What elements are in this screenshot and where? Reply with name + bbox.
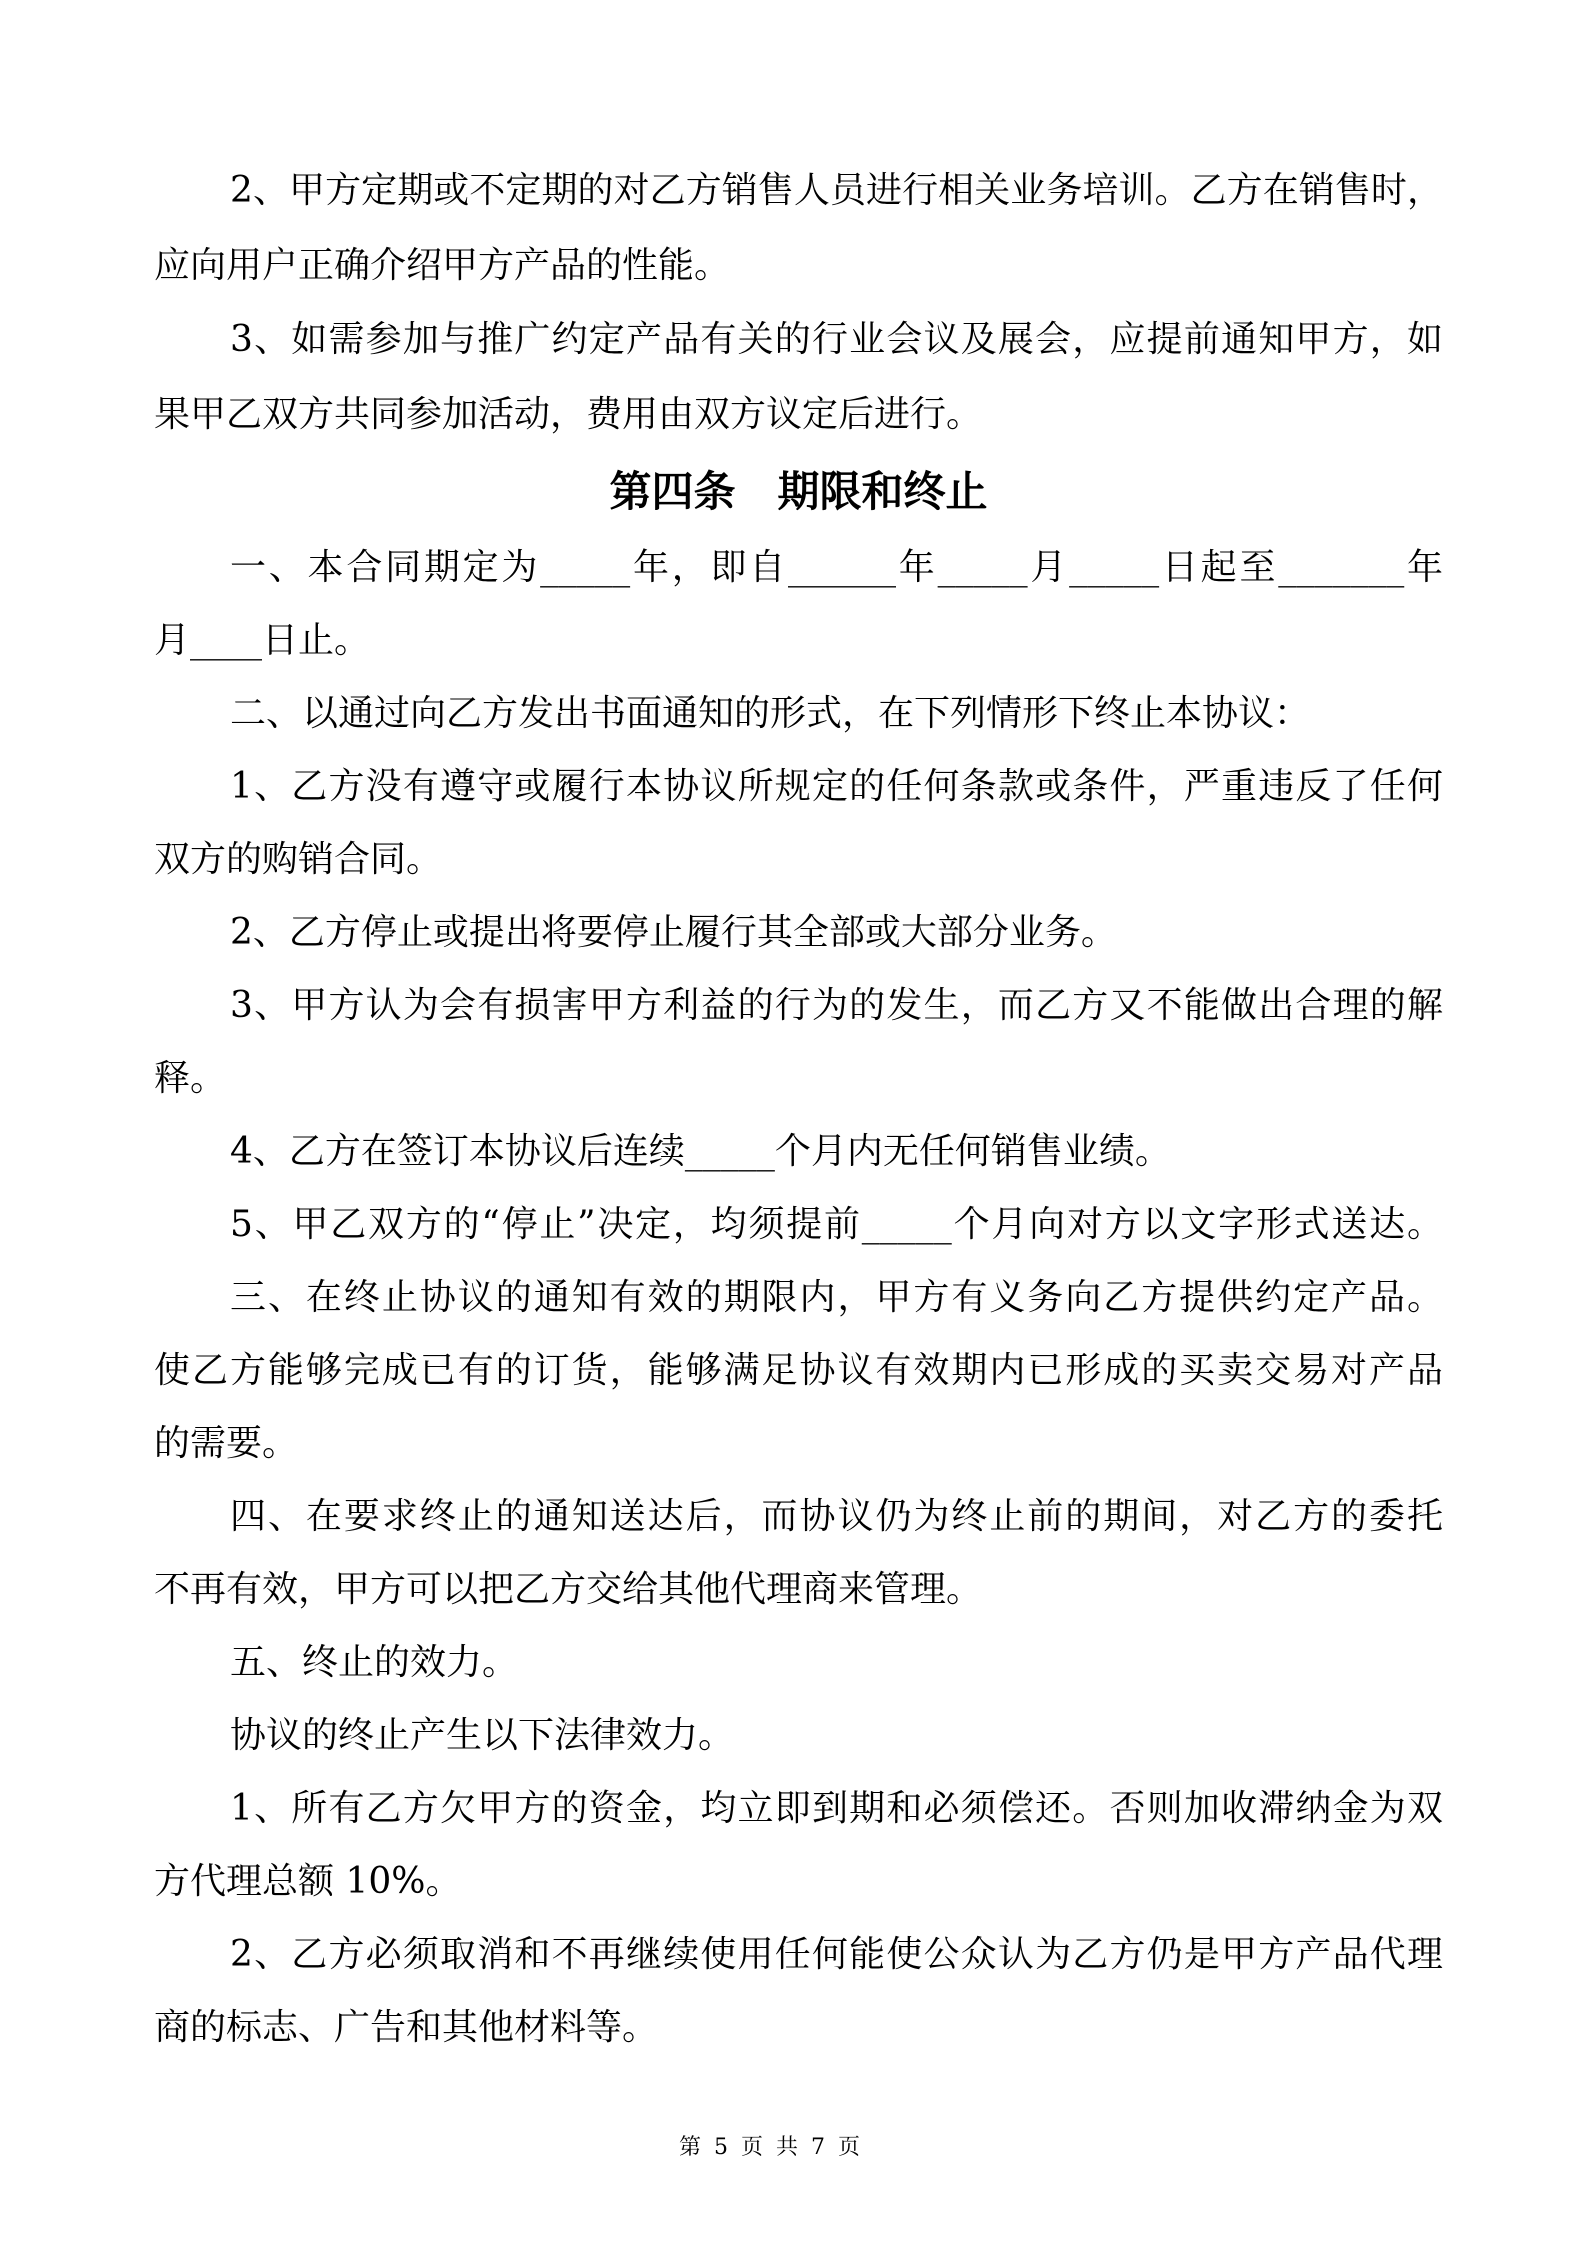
paragraph-line: 2、甲方定期或不定期的对乙方销售人员进行相关业务培训。乙方在销售时， — [230, 170, 1443, 211]
paragraph-line: 的需要。 — [154, 1423, 299, 1464]
paragraph-line: 三、在终止协议的通知有效的期限内，甲方有义务向乙方提供约定产品。 — [230, 1277, 1443, 1318]
paragraph-condition-2 — [154, 896, 1443, 969]
paragraph-line: 协议的终止产生以下法律效力。 — [230, 1715, 735, 1756]
paragraph-effect-intro — [154, 1699, 1443, 1772]
paragraph-term — [154, 531, 1443, 677]
paragraph-line: 1、所有乙方欠甲方的资金，均立即到期和必须偿还。否则加收滞纳金为双 — [230, 1788, 1443, 1829]
paragraph-line: 1、乙方没有遵守或履行本协议所规定的任何条款或条件，严重违反了任何 — [230, 766, 1443, 807]
paragraph-line: 2、乙方停止或提出将要停止履行其全部或大部分业务。 — [230, 912, 1117, 953]
paragraph-condition-5 — [154, 1188, 1443, 1261]
paragraph-line: 方代理总额 10%。 — [154, 1861, 462, 1902]
paragraph-item-2 — [154, 154, 1443, 303]
paragraph-line: 3、甲方认为会有损害甲方利益的行为的发生，而乙方又不能做出合理的解 — [230, 985, 1443, 1026]
paragraph-condition-1 — [154, 750, 1443, 896]
article-4-body — [154, 531, 1443, 2064]
paragraph-entrustment — [154, 1480, 1443, 1626]
paragraph-line: 五、终止的效力。 — [230, 1642, 519, 1683]
paragraph-line: 果甲乙双方共同参加活动，费用由双方议定后进行。 — [154, 393, 983, 435]
paragraph-effect-title — [154, 1626, 1443, 1699]
paragraph-line: 月____日止。 — [154, 620, 371, 661]
paragraph-supply-obligation — [154, 1261, 1443, 1480]
paragraph-line: 双方的购销合同。 — [154, 839, 443, 880]
paragraph-line: 不再有效，甲方可以把乙方交给其他代理商来管理。 — [154, 1569, 983, 1610]
paragraph-line: 4、乙方在签订本协议后连续_____个月内无任何销售业绩。 — [230, 1131, 1171, 1172]
paragraph-condition-3 — [154, 969, 1443, 1115]
paragraph-line: 一、本合同期定为_____年，即自______年_____月_____日起至_______年 — [230, 547, 1443, 588]
paragraph-line: 2、乙方必须取消和不再继续使用任何能使公众认为乙方仍是甲方产品代理 — [230, 1934, 1443, 1975]
paragraph-line: 使乙方能够完成已有的订货，能够满足协议有效期内已形成的买卖交易对产品 — [154, 1350, 1443, 1391]
paragraph-line: 3、如需参加与推广约定产品有关的行业会议及展会，应提前通知甲方，如 — [230, 319, 1443, 360]
paragraph-line: 释。 — [154, 1058, 227, 1099]
paragraph-effect-2 — [154, 1918, 1443, 2064]
paragraph-item-3 — [154, 303, 1443, 452]
paragraph-line: 应向用户正确介绍甲方产品的性能。 — [154, 244, 731, 286]
paragraph-condition-4 — [154, 1115, 1443, 1188]
paragraph-termination-notice — [154, 677, 1443, 750]
section-3-tail — [154, 154, 1443, 452]
paragraph-line: 5、甲乙双方的“停止”决定，均须提前_____个月向对方以文字形式送达。 — [230, 1204, 1443, 1245]
article-heading: 第四条 期限和终止 — [609, 467, 988, 516]
paragraph-effect-1 — [154, 1772, 1443, 1918]
paragraph-line: 四、在要求终止的通知送达后，而协议仍为终止前的期间，对乙方的委托 — [230, 1496, 1443, 1537]
paragraph-line: 二、以通过向乙方发出书面通知的形式，在下列情形下终止本协议： — [230, 693, 1311, 734]
paragraph-line: 商的标志、广告和其他材料等。 — [154, 2007, 659, 2048]
page-number-footer: 第 5 页 共 7 页 — [679, 2135, 863, 2160]
